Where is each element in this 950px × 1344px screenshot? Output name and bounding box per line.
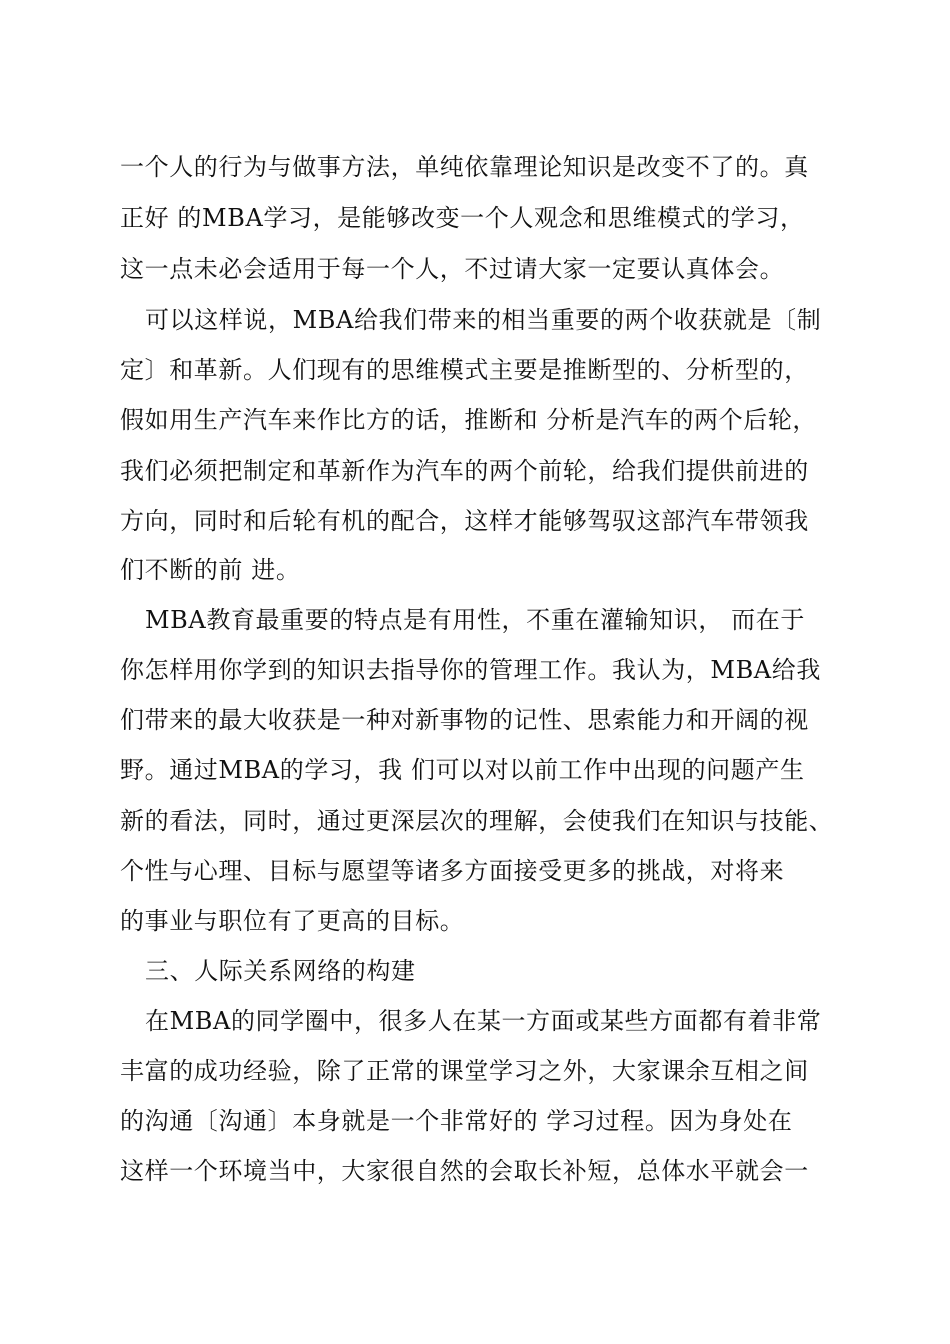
text-line-19: 丰富的成功经验，除了正常的课堂学习之外，大家课余互相之间 — [120, 1057, 809, 1085]
text-line-14: 新的看法，同时，通过更深层次的理解，会使我们在知识与技能、 — [120, 807, 834, 835]
text-line-7: 我们必须把制定和革新作为汽车的两个前轮，给我们提供前进的 — [120, 457, 809, 485]
text-line-5: 定〕和革新。人们现有的思维模式主要是推断型的、分析型的， — [120, 356, 809, 384]
text-line-16: 的事业与职位有了更高的目标。 — [120, 907, 465, 935]
text-line-9: 们不断的前 进。 — [120, 556, 301, 584]
text-line-1: 一个人的行为与做事方法，单纯依靠理论知识是改变不了的。真 — [120, 153, 809, 181]
text-line-8: 方向，同时和后轮有机的配合，这样才能够驾驭这部汽车带领我 — [120, 507, 809, 535]
text-line-21: 这样一个环境当中，大家很自然的会取长补短，总体水平就会一 — [120, 1157, 809, 1185]
text-line-20: 的沟通〔沟通〕本身就是一个非常好的 学习过程。因为身处在 — [120, 1107, 793, 1135]
section-heading: 三、人际关系网络的构建 — [145, 957, 416, 985]
text-line-11: 你怎样用你学到的知识去指导你的管理工作。我认为，MBA给我 — [120, 656, 821, 684]
text-line-10: MBA教育最重要的特点是有用性，不重在灌输知识， 而在于 — [145, 606, 805, 634]
text-line-2: 正好 的MBA学习，是能够改变一个人观念和思维模式的学习， — [120, 204, 805, 232]
text-line-3: 这一点未必会适用于每一个人，不过请大家一定要认真体会。 — [120, 255, 785, 283]
text-line-13: 野。通过MBA的学习，我 们可以对以前工作中出现的问题产生 — [120, 756, 805, 784]
text-line-6: 假如用生产汽车来作比方的话，推断和 分析是汽车的两个后轮， — [120, 406, 818, 434]
text-line-15: 个性与心理、目标与愿望等诸多方面接受更多的挑战，对将来 — [120, 857, 785, 885]
text-line-12: 们带来的最大收获是一种对新事物的记性、思索能力和开阔的视 — [120, 706, 809, 734]
text-line-4: 可以这样说，MBA给我们带来的相当重要的两个收获就是〔制 — [145, 306, 822, 334]
text-line-18: 在MBA的同学圈中，很多人在某一方面或某些方面都有着非常 — [145, 1007, 822, 1035]
